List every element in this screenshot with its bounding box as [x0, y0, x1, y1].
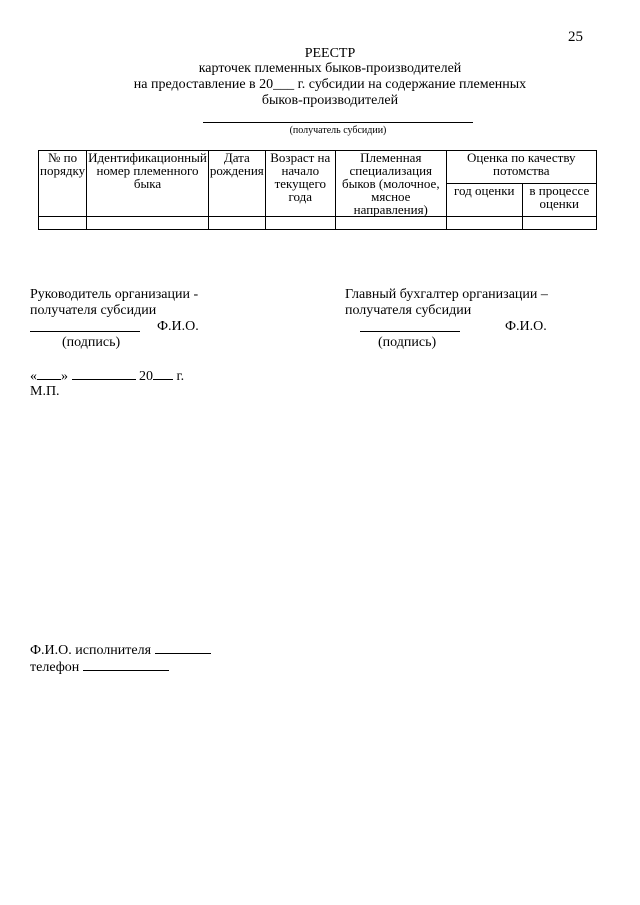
left-fio-label: Ф.И.О.: [157, 319, 199, 334]
executor-blank: [155, 641, 211, 654]
header-specialization: Племенная специализация быков (молочное, мясное направления): [335, 151, 446, 217]
document-subtitle-line-2: на предоставление в 20___ г. субсидии на содержание племенных: [133, 77, 527, 92]
document-title: РЕЕСТР: [304, 46, 356, 61]
header-evaluation-year: год оценки: [446, 184, 522, 217]
right-signature-line: [360, 331, 460, 332]
phone-field: [30, 658, 169, 676]
registry-table: [38, 150, 597, 230]
header-age: Возраст на начало текущего года: [265, 151, 335, 217]
header-id-number: Идентификационный номер племенного быка: [87, 151, 209, 217]
year-blank: [153, 367, 173, 380]
executor-field: [30, 641, 211, 659]
left-signatory-title-line-1: Руководитель организации -: [30, 287, 199, 302]
document-subtitle-line-1: карточек племенных быков-производителей: [198, 61, 462, 76]
right-signatory-title-line-2: получателя субсидии: [345, 303, 472, 318]
header-number: № по порядку: [39, 151, 87, 217]
table-cell: [446, 217, 522, 230]
document-subtitle-line-3: быков-производителей: [261, 93, 399, 108]
left-signature-caption: (подпись): [62, 335, 121, 350]
date-open-quote: «: [30, 369, 37, 384]
year-prefix: 20: [139, 369, 153, 384]
recipient-blank-line: [203, 122, 473, 123]
header-in-evaluation: в процессе оценки: [522, 184, 596, 217]
stamp-label: М.П.: [30, 384, 60, 399]
right-fio-label: Ф.И.О.: [505, 319, 547, 334]
year-suffix: г.: [176, 369, 185, 384]
table-row: [39, 217, 597, 230]
table-cell: [335, 217, 446, 230]
table-cell: [522, 217, 596, 230]
month-blank: [72, 367, 136, 380]
date-close-quote: »: [61, 369, 68, 384]
header-offspring-evaluation: Оценка по качеству потомства: [446, 151, 596, 184]
recipient-caption: (получатель субсидии): [289, 125, 387, 136]
day-blank: [37, 367, 61, 380]
left-signatory-title-line-2: получателя субсидии: [30, 303, 157, 318]
header-birth-date: Дата рождения: [208, 151, 265, 217]
table-cell: [87, 217, 209, 230]
table-cell: [39, 217, 87, 230]
table-cell: [208, 217, 265, 230]
right-signatory-title-line-1: Главный бухгалтер организации –: [345, 287, 548, 302]
right-signature-caption: (подпись): [378, 335, 437, 350]
left-signature-line: [30, 331, 140, 332]
page-number: 25: [568, 29, 583, 45]
phone-blank: [83, 658, 169, 671]
phone-label: телефон: [30, 660, 80, 675]
executor-label: Ф.И.О. исполнителя: [30, 643, 152, 658]
table-cell: [265, 217, 335, 230]
